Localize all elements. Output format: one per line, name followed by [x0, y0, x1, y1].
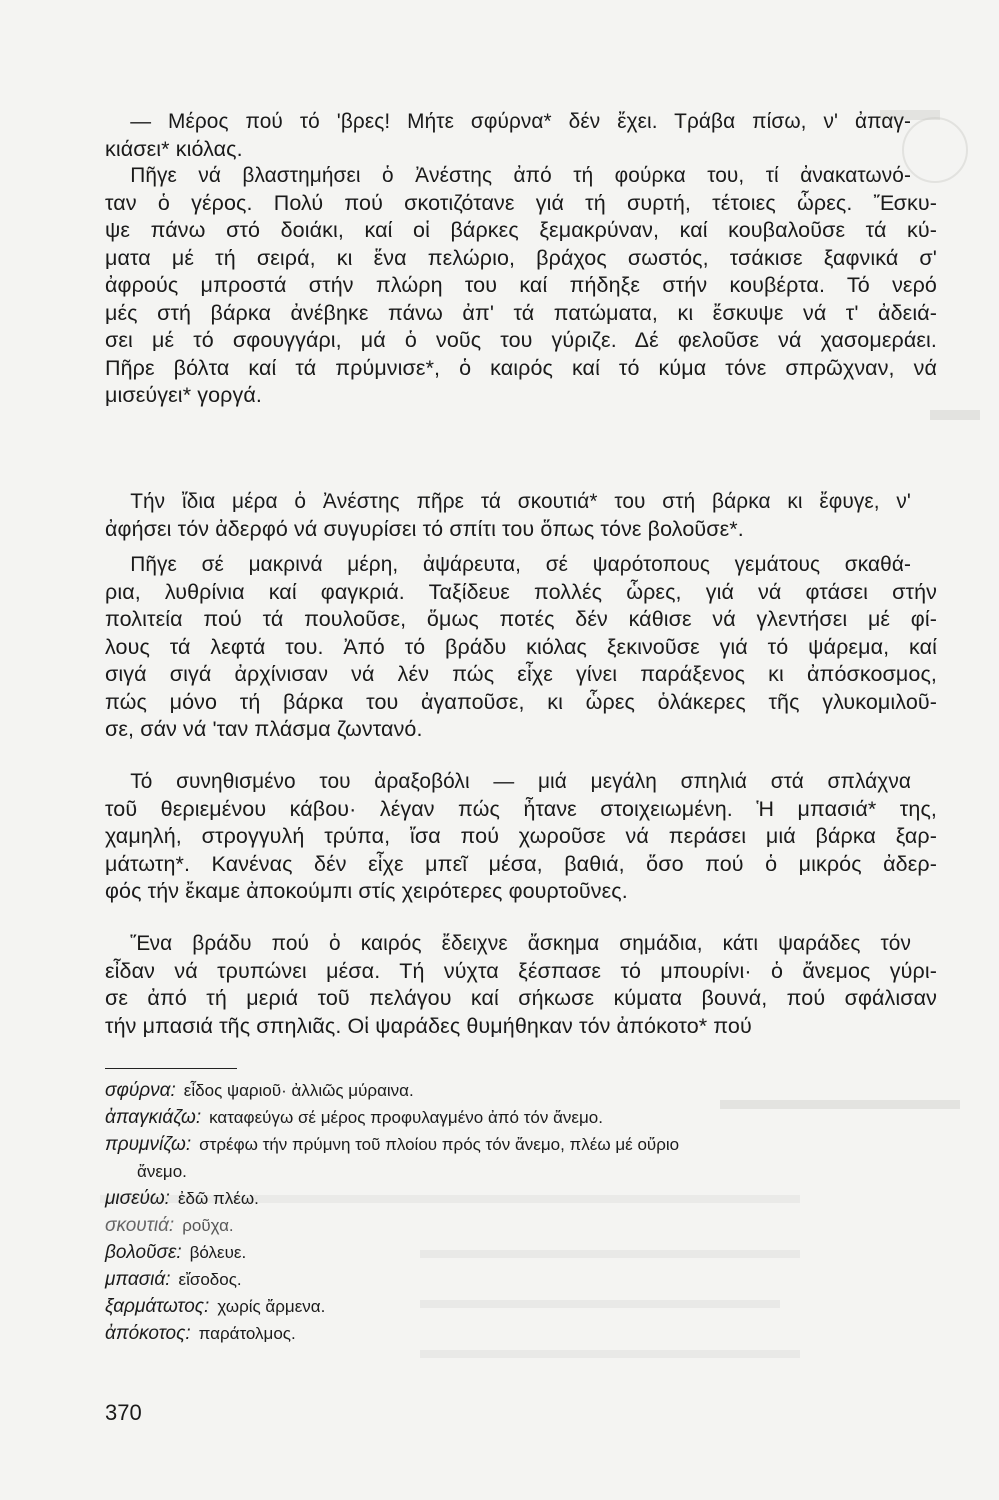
footnote — [105, 1131, 945, 1158]
text-line: πολιτεία πού τά πουλοῦσε, ὅμως ποτές δέν κάθισε νά γλεντήσει μέ φί- — [105, 607, 937, 631]
text-line: μάτωτη*. Κανένας δέν εἶχε μπεῖ μέσα, βαθιά, ὅσο πού ὁ μικρός ἀδερ- — [105, 851, 937, 876]
text-line: σε ἀπό τή μεριά τοῦ πελάγου καί σήκωσε κύματα βουνά, πού σφάλισαν — [105, 986, 937, 1010]
text-line: Τήν ἴδια μέρα ὁ Ἀνέστης πῆρε τά σκουτιά* του στή βάρκα κι ἔφυγε, ν' — [130, 489, 911, 513]
text-line: ρια, λυθρίνια καί φαγκριά. Ταξίδευε πολλές ὧρες, γιά νά φτάσει στήν — [105, 579, 937, 604]
footnote-definition: εἶδος ψαριοῦ· ἀλλιῶς μύραινα. — [183, 1081, 414, 1100]
text-line: σε, σάν νά 'ταν πλάσμα ζωντανό. — [105, 717, 423, 741]
text-line: τήν μπασιά τῆς σπηλιᾶς. Οἱ ψαράδες θυμήθηκαν τόν ἀπόκοτο* πού — [105, 1013, 752, 1038]
page-number: 370 — [105, 1400, 142, 1425]
text-line: Ἕνα βράδυ πού ὁ καιρός ἔδειχνε ἄσκημα σημάδια, κάτι ψαράδες τόν — [130, 931, 911, 955]
footnote-term: μισεύω: — [105, 1188, 170, 1209]
footnote — [105, 1293, 945, 1320]
footnote-definition: παράτολμος. — [198, 1324, 296, 1343]
text-line: εἶδαν νά τρυπώνει μέσα. Τή νύχτα ξέσπασε τό μπουρίνι· ὁ ἄνεμος γύρι- — [105, 958, 937, 983]
text-line: Πῆρε βόλτα καί τά πρύμνισε*, ὁ καιρός καί τό κύμα τόνε σπρῶχναν, νά — [105, 355, 937, 380]
text-line: μισεύγει* γοργά. — [105, 383, 262, 407]
footnote-term: σκουτιά: — [105, 1215, 175, 1236]
footnote — [105, 1077, 945, 1104]
paragraph — [105, 488, 937, 543]
paragraph — [105, 551, 937, 744]
text-line: ψε πάνω στό δοιάκι, καί οἱ βάρκες ξεμακρύναν, καί κουβαλοῦσε τά κύ- — [105, 218, 937, 242]
text-line: τοῦ θεριεμένου κάβου· λέγαν πώς ἦτανε στοιχειωμένη. Ἡ μπασιά* της, — [105, 796, 937, 821]
footnote — [105, 1104, 945, 1131]
footnote-definition: εἴσοδος. — [178, 1270, 242, 1289]
footnote-separator — [105, 1068, 237, 1069]
paragraph — [105, 768, 937, 906]
text-line: πώς μόνο τή βάρκα του ἀγαποῦσε, κι ὧρες ὁλάκερες τῆς γλυκομιλοῦ- — [105, 689, 937, 714]
footnote — [105, 1185, 945, 1212]
text-line: χαμηλή, στρογγυλή τρύπα, ἴσα πού χωροῦσε νά περάσει μιά βάρκα ξαρ- — [105, 824, 937, 848]
footnote — [105, 1266, 945, 1293]
text-line: Πῆγε νά βλαστημήσει ὁ Ἀνέστης ἀπό τή φούρκα του, τί ἀνακατωνό- — [130, 163, 911, 187]
footnote-term: πρυμνίζω: — [105, 1134, 192, 1155]
text-line: Πῆγε σέ μακρινά μέρη, ἀψάρευτα, σέ ψαρότοπους γεμάτους σκαθά- — [130, 552, 911, 576]
footnote-definition: καταφεύγω σέ μέρος προφυλαγμένο ἀπό τόν ἄνεμο. — [209, 1108, 603, 1127]
text-line: — Μέρος πού τό 'βρες! Μήτε σφύρνα* δέν ἔχει. Τράβα πίσω, ν' ἀπαγ- — [130, 109, 911, 133]
text-line: λους τά λεφτά του. Ἀπό τό βράδυ κιόλας ξεκινοῦσε γιά τό ψάρεμα, καί — [105, 634, 937, 659]
text-line: ἀφήσει τόν ἀδερφό νά συγυρίσει τό σπίτι του ὅπως τόνε βολοῦσε*. — [105, 516, 744, 541]
footnote-definition: στρέφω τήν πρύμνη τοῦ πλοίου πρός τόν ἄνεμο, πλέω μέ οὔριο — [199, 1135, 680, 1154]
text-line: ἀφρούς μπροστά στήν πλώρη του καί πήδηξε στήν κουβέρτα. Τό νερό — [105, 273, 937, 297]
footnote — [105, 1320, 945, 1347]
text-line: Τό συνηθισμένο του ἀραξοβόλι — μιά μεγάλη σπηλιά στά σπλάχνα — [130, 769, 911, 793]
footnote — [105, 1212, 945, 1239]
paragraph — [105, 162, 937, 410]
text-line: μές στή βάρκα ἀνέβηκε πάνω ἀπ' τά πατώματα, κι ἔσκυψε νά τ' ἀδειά- — [105, 300, 937, 325]
footnote-definition: ἄνεμο. — [137, 1162, 187, 1181]
footnote-term: ἀπαγκιάζω: — [105, 1107, 202, 1128]
footnote — [105, 1158, 945, 1185]
text-line: σει μέ τό σφουγγάρι, μά ὁ νοῦς του γύριζε. Δέ φελοῦσε νά χασομεράει. — [105, 328, 937, 352]
footnote-definition: χωρίς ἄρμενα. — [217, 1297, 326, 1316]
footnote-definition: ροῦχα. — [182, 1216, 234, 1235]
footnotes — [105, 1077, 945, 1347]
footnote-definition: ἐδῶ πλέω. — [177, 1189, 259, 1208]
text-line: φός τήν ἔκαμε ἀποκούμπι στίς χειρότερες φουρτοῦνες. — [105, 879, 628, 903]
text-line: κιάσει* κιόλας. — [105, 136, 243, 161]
footnote — [105, 1239, 945, 1266]
footnote-term: σφύρνα: — [105, 1080, 176, 1101]
footnote-term: βολοῦσε: — [105, 1242, 182, 1263]
text-line: σιγά σιγά ἀρχίνισαν νά λέν πώς εἶχε γίνει παράξενος κι ἀπόσκοσμος, — [105, 662, 937, 686]
text-line: ματα μέ τή σειρά, κι ἕνα πελώριο, βράχος σωστός, τσάκισε ξαφνικά σ' — [105, 245, 937, 270]
text-line: ταν ὁ γέρος. Πολύ πού σκοτιζότανε γιά τή συρτή, τέτοιες ὧρες. Ἔσκυ- — [105, 190, 937, 215]
paragraph — [105, 930, 937, 1040]
footnote-term: μπασιά: — [105, 1269, 171, 1290]
footnote-term: ξαρμάτωτος: — [105, 1296, 210, 1317]
footnote-term: ἀπόκοτος: — [105, 1323, 191, 1344]
paragraph — [105, 108, 937, 163]
footnote-definition: βόλευε. — [189, 1243, 247, 1262]
